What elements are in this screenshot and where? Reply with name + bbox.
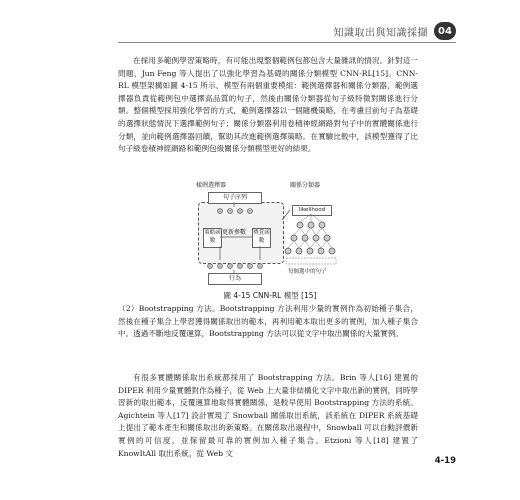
header-rule: [118, 42, 456, 43]
paragraph-3: 有很多實體關係取出系統都採用了 Bootstrapping 方法。Brin 等人[16] 建置的 DIPER 利用少量實體對作為種子，從 Web 上大量非結構化文字中取出新的實例，同時學習新的取出範本，反覆運算地取得實體關係，是較早使用 Bootstrapping 方法的系統。Agichtein 等人[17] 設計實現了 Snowball 關係取出系統，該系統在 DIPER 系統基礎上提出了範本產生和關係取出的新策略。在關係取出過程中，Snowball 可以自動評價新實例的可信度，並保留最可靠的實例加入種子集合。Etzioni 等人[18] 建置了 KnowItAll 取出系統，從 Web 文: [118, 373, 418, 458]
paragraph-1: 在採用多範例學習策略時，有可能出現整個範例包都包含大量雜訊的情況。針對這一問題，Jun Feng 等人提出了以強化學習為基礎的關係分類模型 CNN-RL[15]。CNN-RL 模型架構如圖 4-15 所示，模型有兩個重要模組：範例選擇器和關係分類器，範例選擇器負責從範例包中選擇高品質的句子，然後由關係分類器從句子級特徵對關係進行分類。整個模型採用強化學習的方式，範例選擇器以一個隨機策略，在考慮目前句子為基礎的選擇狀態情況下選擇範例句子；關係分類器利用卷積神經網路對句子中的實體關係進行分類，並向範例選擇器回饋，幫助其改進範例選擇策略。在實驗比較中，該模型獲得了比句子級卷積神經網路和範例包級關係分類模型更好的結果。: [118, 56, 418, 154]
update-params-label: 更新參數: [222, 229, 247, 236]
action-box: 行為: [208, 273, 262, 285]
page-number: 4-19: [434, 456, 456, 466]
chapter-badge: 04: [434, 22, 456, 40]
policy-function-box: 策略函數: [203, 228, 222, 248]
figure-label-classifier: 關係分類器: [290, 182, 321, 189]
reward-function-box: 獎賞函數: [252, 228, 271, 248]
sentence-sequence-box: 句子序列: [208, 192, 262, 204]
cnn-rl-figure: [190, 180, 350, 290]
figure-label-selector: 樣例選擇器: [196, 182, 227, 189]
figure-caption: 圖 4-15 CNN-RL 模型 [15]: [223, 291, 317, 300]
running-title: 知識取出與知識採擷: [333, 27, 428, 39]
page-header: [334, 20, 457, 42]
selected-sentences-label: 每個選中的句子: [288, 269, 327, 275]
paragraph-2: （2）Bootstrapping 方法。Bootstrapping 方法利用少量的實例作為初始種子集合，然後在種子集合上學習獲得關係取出的範本，再利用範本取出更多的實例，加入種子集合中。透過不斷地反覆運算，Bootstrapping 方法可以從文字中取出關係的大量實例。: [118, 304, 418, 339]
likelihood-box: likelihood: [292, 205, 332, 216]
